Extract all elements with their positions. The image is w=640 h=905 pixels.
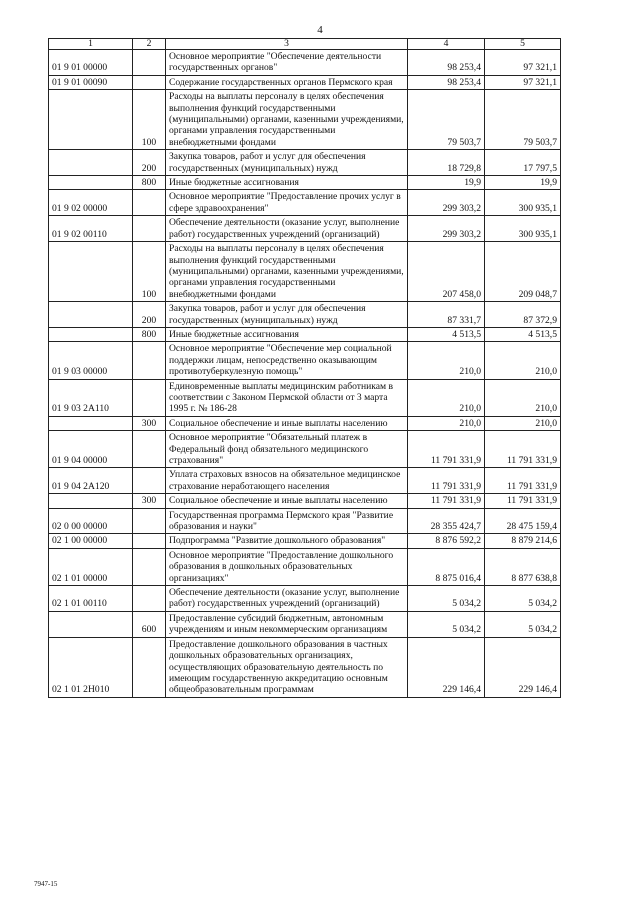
expense-type-cell [133, 431, 166, 468]
amount-col4-cell: 210,0 [408, 342, 485, 379]
expense-type-cell: 300 [133, 494, 166, 508]
expense-type-cell [133, 216, 166, 242]
table-row [49, 342, 561, 379]
amount-col5-cell: 300 935,1 [485, 216, 561, 242]
amount-col4-cell: 79 503,7 [408, 90, 485, 150]
amount-col4-cell: 8 875 016,4 [408, 548, 485, 585]
item-name-cell: Обеспечение деятельности (оказание услуг, выполнение работ) государственных учреждений (организаций) [166, 586, 408, 612]
column-header-4: 4 [408, 39, 485, 50]
item-name-cell: Содержание государственных органов Пермского края [166, 75, 408, 89]
amount-col4-cell: 299 303,2 [408, 216, 485, 242]
table-row [49, 548, 561, 585]
expense-type-cell [133, 508, 166, 534]
amount-col5-cell: 8 877 638,8 [485, 548, 561, 585]
table-row [49, 327, 561, 341]
column-header-2: 2 [133, 39, 166, 50]
expense-type-cell [133, 637, 166, 697]
amount-col5-cell: 209 048,7 [485, 242, 561, 302]
item-name-cell: Закупка товаров, работ и услуг для обеспечения государственных (муниципальных) нужд [166, 302, 408, 328]
amount-col5-cell: 8 879 214,6 [485, 534, 561, 548]
amount-col5-cell: 4 513,5 [485, 327, 561, 341]
item-name-cell: Основное мероприятие "Обязательный платеж в Федеральный фонд обязательного медицинского страхования" [166, 431, 408, 468]
expense-type-cell: 200 [133, 302, 166, 328]
amount-col4-cell: 5 034,2 [408, 611, 485, 637]
amount-col5-cell: 229 146,4 [485, 637, 561, 697]
table-row [49, 508, 561, 534]
classification-code-cell [49, 176, 133, 190]
item-name-cell: Расходы на выплаты персоналу в целях обеспечения выполнения функций государственными (муниципальными) органами, казенными учреждениями, органами управления государственными внебюджетными фондами [166, 90, 408, 150]
amount-col4-cell: 4 513,5 [408, 327, 485, 341]
item-name-cell: Иные бюджетные ассигнования [166, 327, 408, 341]
item-name-cell: Основное мероприятие "Обеспечение деятельности государственных органов" [166, 50, 408, 76]
classification-code-cell [49, 327, 133, 341]
amount-col5-cell: 5 034,2 [485, 586, 561, 612]
table-row [49, 494, 561, 508]
item-name-cell: Иные бюджетные ассигнования [166, 176, 408, 190]
expense-type-cell [133, 586, 166, 612]
budget-table [48, 38, 561, 698]
classification-code-cell: 02 1 00 00000 [49, 534, 133, 548]
classification-code-cell: 01 9 03 2А110 [49, 379, 133, 416]
expense-type-cell [133, 534, 166, 548]
amount-col5-cell: 28 475 159,4 [485, 508, 561, 534]
amount-col5-cell: 210,0 [485, 342, 561, 379]
document-footer-code: 7947-15 [34, 880, 58, 888]
expense-type-cell: 100 [133, 242, 166, 302]
expense-type-cell [133, 548, 166, 585]
item-name-cell: Уплата страховых взносов на обязательное медицинское страхование неработающего населения [166, 468, 408, 494]
table-row [49, 242, 561, 302]
expense-type-cell [133, 50, 166, 76]
table-row [49, 75, 561, 89]
amount-col4-cell: 19,9 [408, 176, 485, 190]
amount-col5-cell: 5 034,2 [485, 611, 561, 637]
amount-col5-cell: 210,0 [485, 416, 561, 430]
table-header-row [49, 39, 561, 50]
item-name-cell: Основное мероприятие "Предоставление прочих услуг в сфере здравоохранения" [166, 190, 408, 216]
page-number: 4 [317, 24, 323, 36]
item-name-cell: Основное мероприятие "Предоставление дошкольного образования в дошкольных образовательных организациях" [166, 548, 408, 585]
expense-type-cell: 300 [133, 416, 166, 430]
expense-type-cell [133, 379, 166, 416]
column-header-3: 3 [166, 39, 408, 50]
classification-code-cell [49, 242, 133, 302]
item-name-cell: Закупка товаров, работ и услуг для обеспечения государственных (муниципальных) нужд [166, 150, 408, 176]
expense-type-cell: 600 [133, 611, 166, 637]
table-row [49, 637, 561, 697]
expense-type-cell [133, 190, 166, 216]
amount-col4-cell: 5 034,2 [408, 586, 485, 612]
table-row [49, 176, 561, 190]
expense-type-cell: 100 [133, 90, 166, 150]
table-row [49, 302, 561, 328]
classification-code-cell: 01 9 01 00090 [49, 75, 133, 89]
table-row [49, 216, 561, 242]
column-header-5: 5 [485, 39, 561, 50]
expense-type-cell [133, 75, 166, 89]
expense-type-cell [133, 468, 166, 494]
expense-type-cell: 800 [133, 327, 166, 341]
amount-col5-cell: 97 321,1 [485, 50, 561, 76]
amount-col5-cell: 11 791 331,9 [485, 494, 561, 508]
classification-code-cell [49, 150, 133, 176]
table-row [49, 416, 561, 430]
table-row [49, 534, 561, 548]
classification-code-cell [49, 611, 133, 637]
table-row [49, 50, 561, 76]
table-row [49, 431, 561, 468]
amount-col4-cell: 11 791 331,9 [408, 431, 485, 468]
table-row [49, 468, 561, 494]
expense-type-cell [133, 342, 166, 379]
amount-col5-cell: 300 935,1 [485, 190, 561, 216]
amount-col4-cell: 87 331,7 [408, 302, 485, 328]
expense-type-cell: 800 [133, 176, 166, 190]
classification-code-cell: 01 9 02 00000 [49, 190, 133, 216]
item-name-cell: Единовременные выплаты медицинским работникам в соответствии с Законом Пермской области от 3 марта 1995 г. № 186-28 [166, 379, 408, 416]
amount-col5-cell: 17 797,5 [485, 150, 561, 176]
item-name-cell: Предоставление дошкольного образования в частных дошкольных образовательных организациях, осуществляющих образовательную деятельность по имеющим государственную аккредитацию основным общеобразовательным программам [166, 637, 408, 697]
amount-col5-cell: 87 372,9 [485, 302, 561, 328]
classification-code-cell [49, 416, 133, 430]
amount-col4-cell: 207 458,0 [408, 242, 485, 302]
amount-col4-cell: 11 791 331,9 [408, 494, 485, 508]
amount-col5-cell: 19,9 [485, 176, 561, 190]
expense-type-cell: 200 [133, 150, 166, 176]
classification-code-cell: 01 9 03 00000 [49, 342, 133, 379]
column-header-1: 1 [49, 39, 133, 50]
item-name-cell: Предоставление субсидий бюджетным, автономным учреждениям и иным некоммерческим организациям [166, 611, 408, 637]
item-name-cell: Подпрограмма "Развитие дошкольного образования" [166, 534, 408, 548]
amount-col4-cell: 210,0 [408, 379, 485, 416]
classification-code-cell: 02 1 01 00000 [49, 548, 133, 585]
classification-code-cell: 01 9 02 00110 [49, 216, 133, 242]
amount-col4-cell: 28 355 424,7 [408, 508, 485, 534]
amount-col4-cell: 98 253,4 [408, 50, 485, 76]
amount-col4-cell: 210,0 [408, 416, 485, 430]
classification-code-cell: 02 0 00 00000 [49, 508, 133, 534]
item-name-cell: Социальное обеспечение и иные выплаты населению [166, 494, 408, 508]
table-row [49, 586, 561, 612]
classification-code-cell [49, 494, 133, 508]
classification-code-cell: 02 1 01 2Н010 [49, 637, 133, 697]
classification-code-cell: 02 1 01 00110 [49, 586, 133, 612]
amount-col5-cell: 11 791 331,9 [485, 431, 561, 468]
amount-col5-cell: 11 791 331,9 [485, 468, 561, 494]
classification-code-cell: 01 9 01 00000 [49, 50, 133, 76]
amount-col4-cell: 299 303,2 [408, 190, 485, 216]
table-row [49, 190, 561, 216]
table-body [49, 50, 561, 698]
classification-code-cell [49, 302, 133, 328]
amount-col5-cell: 79 503,7 [485, 90, 561, 150]
item-name-cell: Обеспечение деятельности (оказание услуг, выполнение работ) государственных учреждений (организаций) [166, 216, 408, 242]
table-row [49, 150, 561, 176]
classification-code-cell: 01 9 04 00000 [49, 431, 133, 468]
amount-col4-cell: 229 146,4 [408, 637, 485, 697]
classification-code-cell: 01 9 04 2А120 [49, 468, 133, 494]
item-name-cell: Социальное обеспечение и иные выплаты населению [166, 416, 408, 430]
amount-col4-cell: 8 876 592,2 [408, 534, 485, 548]
table-row [49, 611, 561, 637]
item-name-cell: Расходы на выплаты персоналу в целях обеспечения выполнения функций государственными (муниципальными) органами, казенными учреждениями, органами управления государственными внебюджетными фондами [166, 242, 408, 302]
amount-col5-cell: 97 321,1 [485, 75, 561, 89]
amount-col4-cell: 11 791 331,9 [408, 468, 485, 494]
table-row [49, 90, 561, 150]
item-name-cell: Государственная программа Пермского края "Развитие образования и науки" [166, 508, 408, 534]
table-row [49, 379, 561, 416]
amount-col4-cell: 18 729,8 [408, 150, 485, 176]
item-name-cell: Основное мероприятие "Обеспечение мер социальной поддержки лицам, непосредственно оказывающим противотуберкулезную помощь" [166, 342, 408, 379]
classification-code-cell [49, 90, 133, 150]
amount-col4-cell: 98 253,4 [408, 75, 485, 89]
amount-col5-cell: 210,0 [485, 379, 561, 416]
